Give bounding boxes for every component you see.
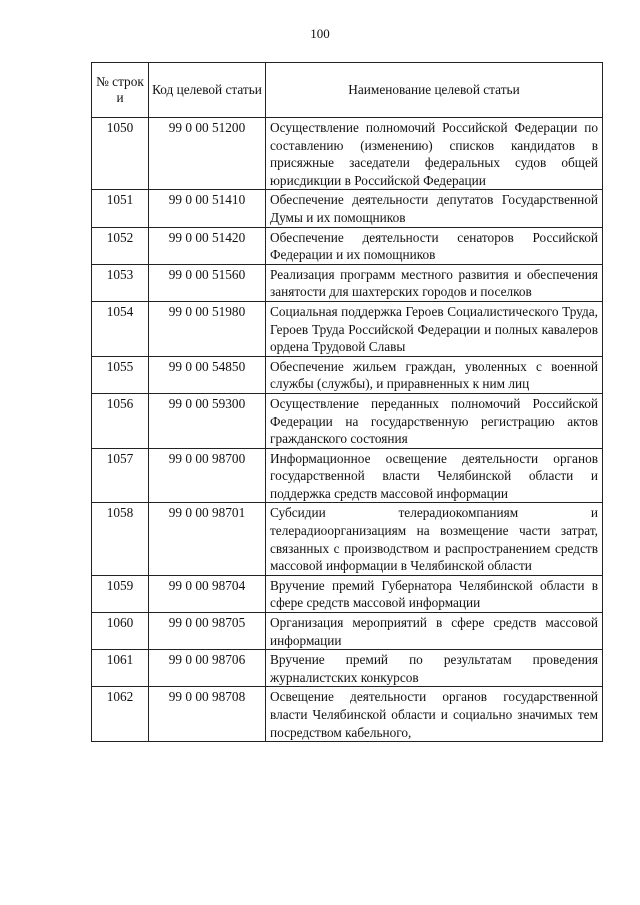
target-code: 99 0 00 98705 [149,613,266,650]
row-number: 1059 [92,575,149,612]
row-number: 1061 [92,650,149,687]
row-number: 1056 [92,393,149,448]
table-row [92,393,603,448]
target-name: Осуществление полномочий Российской Федерации по составлению (изменению) списков кандидатов в присяжные заседатели федеральных судов общей юрисдикции в Российской Федерации [266,118,603,190]
target-name: Вручение премий Губернатора Челябинской области в сфере средств массовой информации [266,575,603,612]
target-name: Осуществление переданных полномочий Российской Федерации на государственную регистрацию актов гражданского состояния [266,393,603,448]
target-code: 99 0 00 51410 [149,190,266,227]
table-row [92,687,603,742]
table-row [92,613,603,650]
target-code: 99 0 00 98708 [149,687,266,742]
target-code: 99 0 00 51980 [149,301,266,356]
target-code: 99 0 00 54850 [149,356,266,393]
target-code: 99 0 00 98701 [149,503,266,575]
row-number: 1057 [92,448,149,503]
table-row [92,190,603,227]
table-row [92,575,603,612]
table-row [92,227,603,264]
target-code: 99 0 00 59300 [149,393,266,448]
target-name: Вручение премий по результатам проведения журналистских конкурсов [266,650,603,687]
header-row-number: № строк и [92,63,149,118]
table-header-row [92,63,603,118]
target-name: Реализация программ местного развития и обеспечения занятости для шахтерских городов и поселков [266,264,603,301]
target-name: Информационное освещение деятельности органов государственной власти Челябинской области и поддержка средств массовой информации [266,448,603,503]
target-name: Организация мероприятий в сфере средств массовой информации [266,613,603,650]
target-name: Освещение деятельности органов государственной власти Челябинской области и социально значимых тем посредством кабельного, [266,687,603,742]
table-row [92,650,603,687]
target-name: Социальная поддержка Героев Социалистического Труда, Героев Труда Российской Федерации и полных кавалеров ордена Трудовой Славы [266,301,603,356]
row-number: 1058 [92,503,149,575]
table-row [92,503,603,575]
target-name: Обеспечение деятельности депутатов Государственной Думы и их помощников [266,190,603,227]
target-code: 99 0 00 98706 [149,650,266,687]
header-target-code: Код целевой статьи [149,63,266,118]
row-number: 1053 [92,264,149,301]
target-name: Обеспечение жильем граждан, уволенных с военной службы (службы), и приравненных к ним лиц [266,356,603,393]
table-row [92,448,603,503]
target-code: 99 0 00 51560 [149,264,266,301]
target-code: 99 0 00 98700 [149,448,266,503]
row-number: 1052 [92,227,149,264]
page-number: 100 [310,26,330,41]
table-row [92,264,603,301]
row-number: 1062 [92,687,149,742]
row-number: 1050 [92,118,149,190]
header-target-name: Наименование целевой статьи [266,63,603,118]
row-number: 1060 [92,613,149,650]
row-number: 1051 [92,190,149,227]
target-name: Обеспечение деятельности сенаторов Российской Федерации и их помощников [266,227,603,264]
target-articles-table [91,62,603,742]
target-name: Субсидии телерадиокомпаниям и телерадиоорганизациям на возмещение части затрат, связанных с производством и распространением средств массовой информации в Челябинской области [266,503,603,575]
row-number: 1055 [92,356,149,393]
table-row [92,356,603,393]
target-code: 99 0 00 51420 [149,227,266,264]
row-number: 1054 [92,301,149,356]
target-code: 99 0 00 51200 [149,118,266,190]
target-code: 99 0 00 98704 [149,575,266,612]
table-row [92,301,603,356]
table-row [92,118,603,190]
